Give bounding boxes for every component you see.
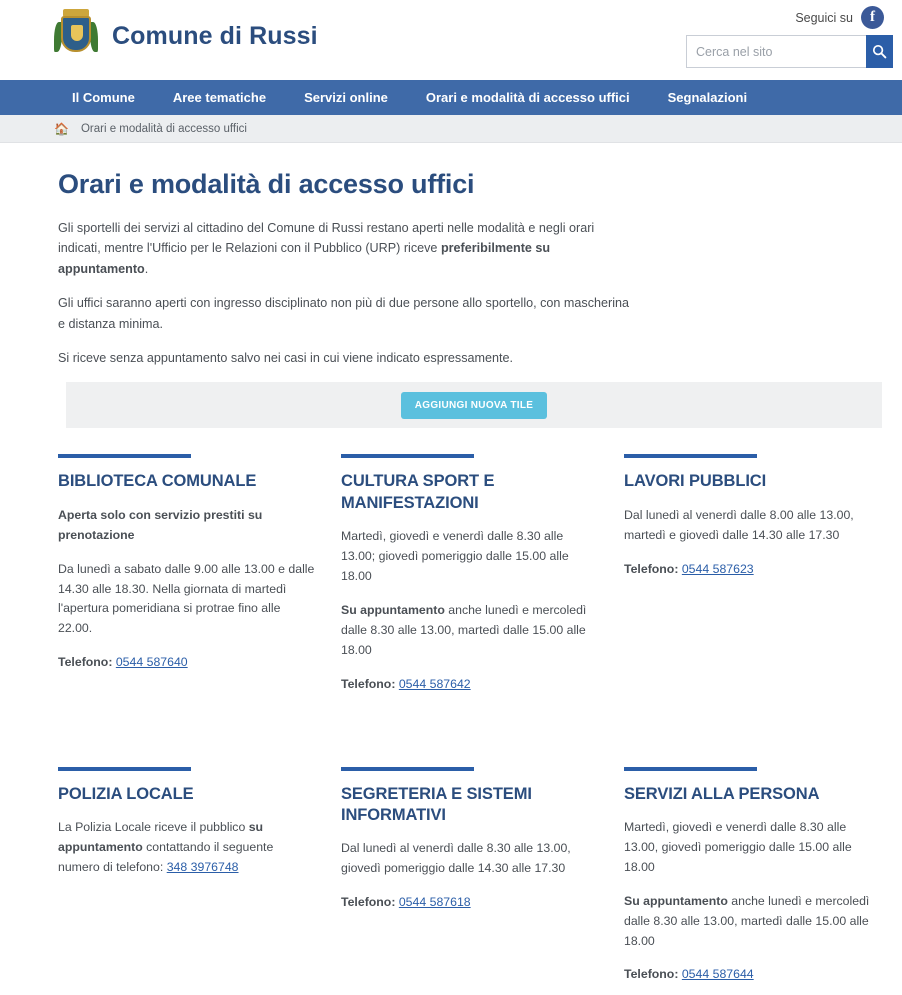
card-body-bold: su appuntamento bbox=[58, 820, 264, 854]
card-lead-text: Aperta solo con servizio prestiti su prenotazione bbox=[58, 507, 263, 542]
phone-link[interactable]: 0544 587640 bbox=[115, 655, 188, 670]
card-rule bbox=[341, 454, 474, 458]
office-card-cultura bbox=[341, 454, 624, 704]
office-card-servizi-alla-persona bbox=[624, 767, 902, 995]
card-rule bbox=[624, 767, 757, 771]
card-title: BIBLIOTECA COMUNALE bbox=[58, 472, 257, 491]
card-rule bbox=[58, 454, 191, 458]
office-card-segreteria bbox=[341, 767, 624, 995]
card-body: Martedì, giovedì e venerdì dalle 8.30 alle 13.00, giovedì pomeriggio dalle 15.00 alle 18.00 bbox=[624, 820, 852, 874]
breadcrumb-current: Orari e modalità di accesso uffici bbox=[80, 122, 247, 135]
card-lead bbox=[58, 506, 315, 546]
office-card-biblioteca bbox=[58, 454, 341, 704]
office-card-polizia-locale bbox=[58, 767, 341, 995]
breadcrumb bbox=[0, 115, 902, 143]
card-phone-row bbox=[624, 965, 881, 985]
card-body-2-bold: Su appuntamento bbox=[341, 602, 445, 617]
site-title: Comune di Russi bbox=[112, 21, 318, 50]
card-rule bbox=[624, 454, 757, 458]
site-brand[interactable] bbox=[54, 8, 318, 64]
site-search[interactable] bbox=[686, 35, 884, 68]
intro-text bbox=[58, 218, 884, 368]
search-input[interactable] bbox=[686, 35, 866, 68]
site-header bbox=[0, 0, 902, 80]
intro-bold-1: preferibilmente su appuntamento bbox=[58, 241, 551, 276]
card-title: SERVIZI ALLA PERSONA bbox=[624, 784, 820, 803]
phone-label: Telefono: bbox=[58, 655, 113, 670]
card-rule bbox=[341, 767, 474, 771]
card-rule bbox=[58, 767, 191, 771]
card-body-2-bold: Su appuntamento bbox=[624, 893, 728, 908]
add-new-tile-button[interactable]: AGGIUNGI NUOVA TILE bbox=[401, 392, 547, 419]
intro-paragraph-2: Gli uffici saranno aperti con ingresso disciplinato non più di due persone allo sportello, con mascherina e distanza minima. bbox=[58, 296, 630, 331]
phone-label: Telefono: bbox=[341, 895, 396, 910]
phone-link[interactable]: 0544 587623 bbox=[681, 561, 754, 576]
card-title: CULTURA SPORT E MANIFESTAZIONI bbox=[341, 472, 495, 512]
card-phone-row bbox=[341, 675, 598, 695]
card-body-2-text: anche lunedì e mercoledì dalle 8.30 alle 13.00, martedì dalle 15.00 alle 18.00 bbox=[624, 893, 870, 948]
coat-of-arms-icon bbox=[54, 8, 98, 64]
phone-link[interactable]: 0544 587642 bbox=[398, 676, 471, 691]
main-navigation[interactable] bbox=[0, 80, 902, 115]
phone-label: Telefono: bbox=[341, 676, 396, 691]
phone-label: Telefono: bbox=[624, 967, 679, 982]
card-body: Dal lunedì al venerdì dalle 8.30 alle 13.00, giovedì pomeriggio dalle 14.30 alle 17.30 bbox=[341, 841, 571, 876]
card-title: POLIZIA LOCALE bbox=[58, 784, 194, 803]
card-body: Da lunedì a sabato dalle 9.00 alle 13.00 e dalle 14.30 alle 18.30. Nella giornata di martedì l'apertura pomeridiana si protrae fino alle 22.00. bbox=[58, 561, 315, 636]
phone-link[interactable]: 0544 587644 bbox=[681, 967, 754, 982]
card-body bbox=[58, 818, 315, 878]
social-follow bbox=[795, 6, 884, 29]
card-phone-row bbox=[624, 560, 881, 580]
follow-label: Seguici su bbox=[795, 10, 853, 25]
nav-item-il-comune[interactable]: Il Comune bbox=[72, 90, 135, 105]
nav-item-segnalazioni[interactable]: Segnalazioni bbox=[667, 90, 748, 105]
intro-paragraph-1: Gli sportelli dei servizi al cittadino del Comune di Russi restano aperti nelle modalità e negli orari indicati, mentre l'Ufficio per le Relazioni con il Pubblico (URP) riceve preferibilmente su appuntamento. bbox=[58, 221, 595, 276]
page-title: Orari e modalità di accesso uffici bbox=[58, 169, 475, 199]
card-title: LAVORI PUBBLICI bbox=[624, 472, 767, 491]
intro-paragraph-3: Si riceve senza appuntamento salvo nei casi in cui viene indicato espressamente. bbox=[58, 350, 514, 365]
main-content bbox=[0, 143, 902, 995]
card-body-2 bbox=[341, 601, 598, 661]
search-button[interactable] bbox=[866, 35, 893, 68]
phone-link[interactable]: 348 3976748 bbox=[166, 859, 239, 874]
search-icon bbox=[872, 44, 887, 59]
add-tile-bar bbox=[66, 382, 882, 428]
card-title: SEGRETERIA E SISTEMI INFORMATIVI bbox=[341, 784, 532, 824]
card-phone-row bbox=[58, 653, 315, 673]
office-card-lavori-pubblici bbox=[624, 454, 902, 704]
card-body-pre: La Polizia Locale riceve il pubblico bbox=[58, 820, 249, 834]
facebook-icon[interactable]: f bbox=[861, 6, 884, 29]
card-body-post: contattando il seguente numero di telefono: bbox=[58, 839, 274, 874]
nav-item-orari-uffici[interactable]: Orari e modalità di accesso uffici bbox=[425, 90, 630, 105]
home-icon[interactable]: 🏠 bbox=[54, 121, 69, 136]
card-body: Martedì, giovedì e venerdì dalle 8.30 alle 13.00; giovedì pomeriggio dalle 15.00 alle 18.00 bbox=[341, 529, 569, 584]
card-body: Dal lunedì al venerdì dalle 8.00 alle 13.00, martedì e giovedì dalle 14.30 alle 17.30 bbox=[624, 507, 854, 542]
card-body-2-text: anche lunedì e mercoledì dalle 8.30 alle 13.00, martedì dalle 15.00 alle 18.00 bbox=[341, 602, 587, 657]
card-phone-row bbox=[341, 893, 598, 913]
nav-item-servizi-online[interactable]: Servizi online bbox=[304, 90, 388, 105]
phone-label: Telefono: bbox=[624, 561, 679, 576]
phone-link[interactable]: 0544 587618 bbox=[398, 895, 471, 910]
card-body-2 bbox=[624, 892, 881, 952]
nav-item-aree-tematiche[interactable]: Aree tematiche bbox=[172, 90, 267, 105]
office-cards-grid bbox=[58, 454, 884, 995]
